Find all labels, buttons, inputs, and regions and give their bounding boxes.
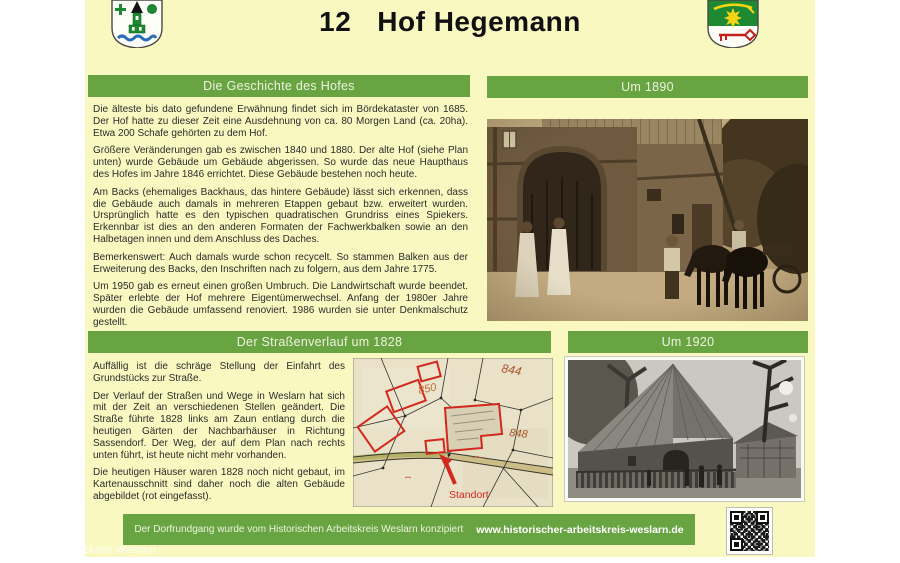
- history-paragraph-4: Bemerkenswert: Auch damals wurde schon recycelt. So stammen Balken aus der Erweiterung des Backs, den Inschriften nach zu folgern, aus dem Jahre 1775.: [93, 251, 468, 275]
- street-paragraph-3: Die heutigen Häuser waren 1828 noch nicht gebaut, im Kartenausschnitt sind daher noch die alten Gebäude abgebildet (rot eingefasst).: [93, 467, 345, 502]
- photo-1920: [568, 360, 801, 498]
- history-paragraph-3: Am Backs (ehemaliges Backhaus, das hintere Gebäude) lässt sich erkennen, dass die Gebäude auch damals in mehreren Etappen gebaut bzw. erweitert wurden. Ursprünglich hatte es den typischen quadratischen Grundriss eines Spiekers. Erkennbar ist dies an den anderen Formaten der Fachwerkbalken sowie an den Halbetagen innen und dem Anschluss des Daches.: [93, 186, 468, 245]
- footer-credit: Der Dorfrundgang wurde vom Historischen Arbeitskreis Weslarn konzipiert: [134, 524, 464, 535]
- photo-1890: [487, 119, 808, 321]
- section-title: Um 1890: [621, 80, 674, 94]
- section-title: Um 1920: [661, 335, 715, 349]
- parcel-number: 848: [508, 427, 529, 441]
- section-header-1890: [487, 76, 808, 98]
- section-title: Die Geschichte des Hofes: [203, 79, 355, 93]
- qr-pattern: [730, 511, 769, 551]
- history-text: [93, 104, 468, 335]
- section-header-history: [88, 75, 470, 97]
- star-key-crest-icon: [707, 0, 759, 48]
- street-paragraph-2: Der Verlauf der Straßen und Wege in Weslarn hat sich mit der Zeit an verschiedenen Stellen geändert. Die Straße führte 1828 links am Zaun entlang durch die heutigen Gärten der Nachbarhäuser in Richtung Sassendorf. Der Weg, der auf dem Plan nach rechts unten führt, ist heute nicht mehr vorhanden.: [93, 390, 345, 461]
- parcel-number: 844: [500, 361, 523, 379]
- photo-watermark: beitskreis Weslarn: [66, 544, 156, 556]
- parcel-number: 850: [417, 381, 438, 397]
- station-number: 12: [319, 6, 352, 37]
- farm-name: Hof Hegemann: [377, 6, 581, 37]
- board-title: [85, 6, 815, 38]
- street-paragraph-1: Auffällig ist die schräge Stellung der Einfahrt des Grundstücks zur Straße.: [93, 361, 345, 384]
- qr-code: [726, 507, 773, 555]
- footer-url: www.historischer-arbeitskreis-weslarn.de: [476, 523, 684, 536]
- section-header-1920: [568, 331, 808, 353]
- qr-finder-icon: [730, 511, 743, 524]
- qr-finder-icon: [756, 511, 769, 524]
- street-text: [93, 361, 345, 509]
- photo-1920-frame: [564, 356, 805, 502]
- map-1828: [353, 358, 553, 507]
- section-header-street-1828: [88, 331, 551, 353]
- footer-bar: [123, 514, 695, 545]
- info-board: [85, 0, 815, 557]
- qr-finder-icon: [730, 538, 743, 551]
- section-title: Der Straßenverlauf um 1828: [236, 335, 403, 349]
- standort-label: Standort: [449, 489, 489, 501]
- history-paragraph-2: Größere Veränderungen gab es zwischen 1840 und 1880. Der alte Hof (siehe Plan unten) wurde Gebäude um Gebäude abgerissen. So wurde das neue Haupthaus des Hofes im Jahre 1846 errichtet. Diese Gebäude bestehen noch heute.: [93, 145, 468, 180]
- history-paragraph-1: Die älteste bis dato gefundene Erwähnung findet sich im Bördekataster von 1685. Der Hof hatte zu dieser Zeit eine Ausdehnung von ca. 80 Morgen Land (ca. 20ha). Etwa 200 Schafe gehörten zu dem Hof.: [93, 104, 468, 139]
- history-paragraph-5: Um 1950 gab es erneut einen großen Umbruch. Die Landwirtschaft wurde beendet. Später erlebte der Hof mehrere Eigentümerwechsel. Anfang der 1980er Jahre wurden die Gebäude umfassend renoviert. 1986 wurden sie unter Denkmalschutz gestellt.: [93, 281, 468, 328]
